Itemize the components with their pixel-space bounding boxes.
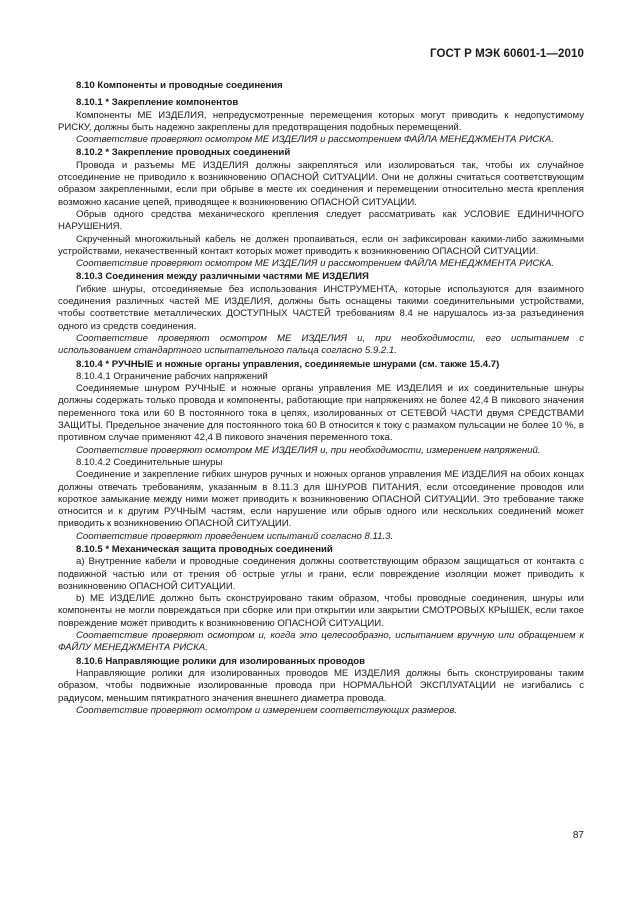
section-heading: 8.10.6 Направляющие ролики для изолированных проводов <box>76 655 366 667</box>
paragraph: 8.10.4.2 Соединительные шнуры <box>76 456 223 468</box>
document-code-header: ГОСТ Р МЭК 60601-1—2010 <box>430 48 584 60</box>
section-heading: 8.10 Компоненты и проводные соединения <box>76 80 283 91</box>
compliance-note: Соответствие проверяют осмотром и, когда это целесообразно, испытанием вручную или обращением к ФАЙЛУ МЕНЕДЖМЕНТА РИСКА. <box>58 630 584 654</box>
paragraph: Провода и разъемы МЕ ИЗДЕЛИЯ должны закрепляться или изолироваться так, чтобы их случайное отсоединение не приводило к возникновению ОПАСНОЙ СИТУАЦИИ. Они не должны считаться соответствующим образом закрепленными, если при обрыве в месте их соединения и перемещении относительно места крепления возможно касание цепей, приводящее к возникновению ОПАСНОЙ СИТУАЦИИ. <box>58 159 584 208</box>
section-heading: 8.10.1 * Закрепление компонентов <box>76 97 239 109</box>
section-heading: 8.10.3 Соединения между различными частями МЕ ИЗДЕЛИЯ <box>76 271 369 283</box>
page-number: 87 <box>572 830 584 841</box>
paragraph: Обрыв одного средства механического крепления следует рассматривать как УСЛОВИЕ ЕДИНИЧНОГО НАРУШЕНИЯ. <box>58 208 584 233</box>
compliance-note: Соответствие проверяют осмотром МЕ ИЗДЕЛИЯ и рассмотрением ФАЙЛА МЕНЕДЖМЕНТА РИСКА. <box>76 134 554 146</box>
paragraph: 8.10.4.1 Ограничение рабочих напряжений <box>76 370 268 382</box>
paragraph: Направляющие ролики для изолированных проводов МЕ ИЗДЕЛИЯ должны быть сконструированы таким образом, чтобы подвижные изолированные провода при НОРМАЛЬНОЙ ЭКСПЛУАТАЦИИ не изгибались с радиусом, меньшим пятикратного значения внешнего диаметра провода. <box>58 667 584 704</box>
section-heading: 8.10.4 * РУЧНЫЕ и ножные органы управления, соединяемые шнурами (см. также 15.4.7) <box>76 358 500 370</box>
paragraph: Скрученный многожильный кабель не должен пропаиваться, если он зафиксирован какими-либо зажимными устройствами, некачественный контакт которых может приводить к возникновению ОПАСНОЙ СИТУАЦИИ. <box>58 233 584 257</box>
paragraph: Гибкие шнуры, отсоединяемые без использования ИНСТРУМЕНТА, которые используются для взаимного соединения различных частей МЕ ИЗДЕЛИЯ, должны быть оснащены такими соединительными устройствами, чтобы соответствие металлических ДОСТУПНЫХ ЧАСТЕЙ требованиям 8.4 не нарушалось из-за разъединения одного из средств соединения. <box>58 283 584 332</box>
compliance-note: Соответствие проверяют осмотром МЕ ИЗДЕЛИЯ и, при необходимости, его испытанием с использованием стандартного испытательного пальца согласно 5.9.2.1. <box>58 332 584 357</box>
paragraph: b) МЕ ИЗДЕЛИЕ должно быть сконструировано таким образом, чтобы проводные соединения, шнуры или компоненты не могли повреждаться при сборке или при открытии или закрытии СМОТРОВЫХ КРЫШЕК, если такое повреждение может приводить к возникновению ОПАСНОЙ СИТУАЦИИ. <box>58 593 584 629</box>
compliance-note: Соответствие проверяют осмотром МЕ ИЗДЕЛИЯ и, при необходимости, измерением напряжений. <box>76 444 541 456</box>
paragraph: Соединение и закрепление гибких шнуров ручных и ножных органов управления МЕ ИЗДЕЛИЯ на обоих концах должны отвечать требованиям, указанным в 8.11.3 для ШНУРОВ ПИТАНИЯ, если отсоединение проводов или короткое замыкание между ними может приводить к возникновению ОПАСНОЙ СИТУАЦИИ. Это требование также относится и к другим РУЧНЫМ частям, если нарушение или обрыв одного или нескольких соединений может приводить к возникновению ОПАСНОЙ СИТУАЦИИ. <box>58 469 584 530</box>
section-heading: 8.10.5 * Механическая защита проводных соединений <box>76 543 333 555</box>
paragraph: Компоненты МЕ ИЗДЕЛИЯ, непредусмотренные перемещения которых могут приводить к недопустимому РИСКУ, должны быть надежно закреплены для предотвращения подобных перемещений. <box>58 109 584 133</box>
section-heading: 8.10.2 * Закрепление проводных соединений <box>76 147 291 159</box>
document-body <box>58 80 584 717</box>
compliance-note: Соответствие проверяют осмотром МЕ ИЗДЕЛИЯ и рассмотрением ФАЙЛА МЕНЕДЖМЕНТА РИСКА. <box>76 258 554 270</box>
paragraph: а) Внутренние кабели и проводные соединения должны соответствующим образом защищаться от контакта с подвижной частью или от трения об острые углы и грани, если повреждение изоляции может приводить к возникновению ОПАСНОЙ СИТУАЦИИ. <box>58 556 584 592</box>
paragraph: Соединяемые шнуром РУЧНЫЕ и ножные органы управления МЕ ИЗДЕЛИЯ и их соединительные шнуры должны содержать только провода и компоненты, работающие при напряжениях не более 42,4 В пикового значения переменного тока или 60 В постоянного тока в цепях, изолированных от СЕТЕВОЙ ЧАСТИ двумя СРЕДСТВАМИ ЗАЩИТЫ. Предельное значение для постоянного тока 60 В относится к току с размахом пульсации не более 10 %, в противном случае применяют 42,4 В пикового значения переменного тока. <box>58 383 584 444</box>
compliance-note: Соответствие проверяют проведением испытаний согласно 8.11.3. <box>76 530 394 542</box>
compliance-note: Соответствие проверяют осмотром и измерением соответствующих размеров. <box>76 704 458 716</box>
